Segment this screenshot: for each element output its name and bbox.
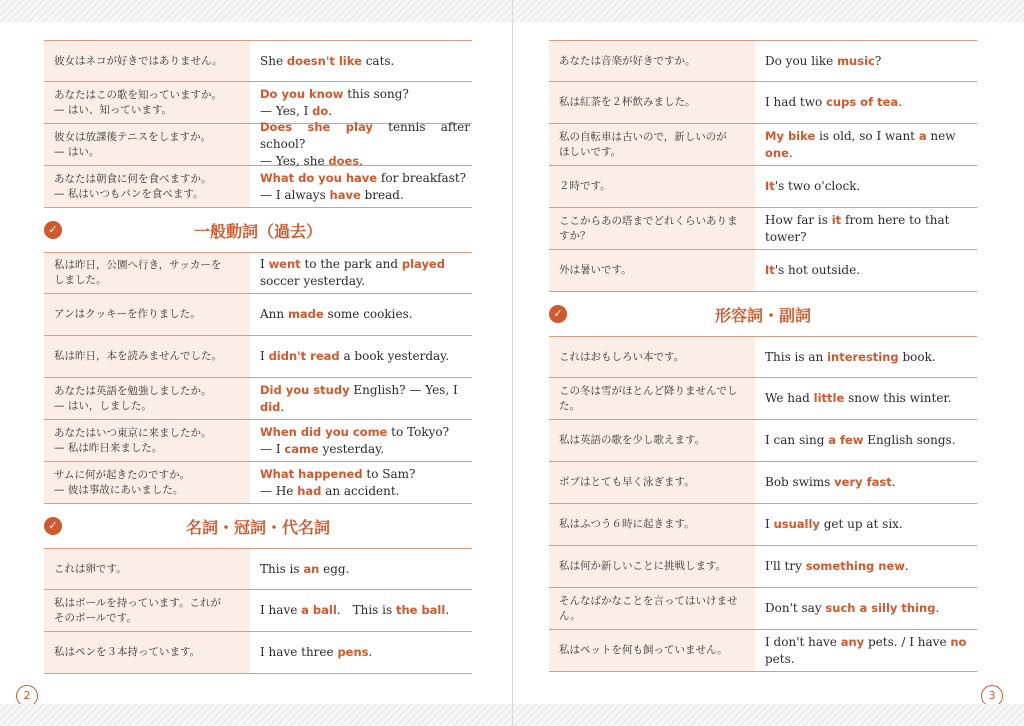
highlighted-phrase: do: [312, 103, 329, 118]
japanese-line: 私は昨日，公園へ行き，サッカーを: [54, 259, 222, 271]
english-line: [260, 644, 470, 661]
sentence-text: I: [765, 517, 774, 531]
table-row: [549, 378, 977, 420]
english-line: [260, 53, 470, 70]
highlighted-phrase: doesn't like: [286, 53, 362, 68]
sentence-text: — I: [260, 441, 285, 456]
table-row: [44, 166, 472, 208]
english-sentence: [250, 41, 472, 81]
japanese-line: 私は昨日，本を読みませんでした。: [54, 350, 222, 362]
english-line: [765, 651, 975, 668]
english-sentence: [755, 82, 977, 123]
left-column: [44, 40, 472, 674]
english-sentence: [755, 504, 977, 545]
japanese-line: 私はボールを持っています。これが: [54, 596, 221, 609]
table-row: [44, 462, 472, 504]
english-line: [765, 634, 975, 651]
japanese-line: — 私は昨日来ました。: [54, 441, 163, 454]
sentence-text: Do you like: [765, 53, 838, 68]
check-circle-icon: ✓: [44, 221, 62, 239]
english-line: [260, 382, 470, 399]
japanese-sentence: [549, 124, 755, 165]
japanese-sentence: [549, 462, 755, 503]
page-texture-bottom: [0, 704, 512, 726]
sentence-text: English songs.: [863, 433, 956, 447]
japanese-sentence: [549, 250, 755, 291]
table-present-verbs: [44, 40, 472, 208]
japanese-line: — はい、知っています。: [54, 103, 172, 116]
japanese-line: ほしいです。: [559, 145, 622, 158]
english-sentence: [755, 546, 977, 587]
english-line: [260, 103, 470, 120]
english-line: [260, 119, 470, 153]
sentence-text: .: [445, 603, 450, 617]
highlighted-phrase: it: [831, 212, 842, 227]
japanese-sentence: [44, 294, 250, 335]
english-sentence: [250, 462, 472, 503]
sentence-text: . This is: [336, 603, 396, 617]
japanese-sentence: [44, 82, 250, 123]
japanese-sentence: [549, 41, 755, 81]
check-circle-icon: ✓: [44, 517, 62, 535]
english-line: [260, 170, 470, 187]
sentence-text: is old, so I want: [815, 128, 919, 143]
sentence-text: Ann: [260, 307, 288, 321]
table-row: [44, 120, 472, 168]
japanese-line: — 彼は事故にあいました。: [54, 483, 184, 496]
english-sentence: [755, 630, 977, 671]
english-line: [765, 474, 975, 491]
japanese-sentence: [44, 166, 250, 207]
sentence-text: from here to that: [841, 212, 950, 227]
sentence-text: We had: [765, 391, 814, 405]
sentence-text: for breakfast?: [377, 170, 467, 185]
japanese-line: そのボールです。: [54, 611, 137, 624]
sentence-text: pets. / I have: [864, 634, 951, 649]
sentence-text: — Yes, I: [260, 103, 313, 118]
highlighted-phrase: interesting: [827, 349, 899, 364]
page-texture-top: [513, 0, 1024, 22]
japanese-sentence: [549, 588, 755, 629]
highlighted-phrase: made: [287, 307, 324, 321]
english-line: [260, 306, 470, 323]
japanese-line: — はい，しました。: [54, 399, 152, 412]
english-line: [260, 561, 470, 578]
table-row: [44, 294, 472, 336]
sentence-text: — He: [260, 483, 298, 498]
sentence-text: book.: [898, 349, 936, 364]
japanese-line: — はい。: [54, 145, 100, 158]
japanese-line: 私はペットを何も飼っていません。: [559, 644, 728, 656]
english-sentence: [250, 632, 472, 673]
table-row: [549, 82, 977, 124]
table-row: [549, 250, 977, 292]
sentence-text: .: [368, 645, 373, 659]
english-line: [765, 600, 975, 617]
english-line: [260, 466, 470, 483]
table-nouns: [44, 548, 472, 674]
english-line: [260, 273, 470, 290]
table-row: [549, 420, 977, 462]
japanese-line: アンはクッキーを作りました。: [54, 308, 201, 320]
english-sentence: [755, 250, 977, 291]
highlighted-phrase: have: [329, 187, 361, 202]
table-row: [44, 252, 472, 294]
japanese-line: この冬は雪がほとんど降りませんでし: [559, 384, 738, 397]
japanese-sentence: [44, 549, 250, 589]
english-line: [765, 145, 975, 162]
table-row: [549, 124, 977, 166]
japanese-line: サムに何が起きたのですか。: [54, 468, 190, 481]
sentence-text: to the park and: [300, 257, 402, 271]
english-line: [765, 516, 975, 533]
japanese-sentence: [44, 590, 250, 631]
highlighted-phrase: a: [918, 128, 927, 143]
highlighted-phrase: cups of tea: [826, 95, 899, 109]
sentence-text: I can sing: [765, 433, 829, 447]
highlighted-phrase: It: [765, 263, 775, 277]
english-sentence: [755, 462, 977, 503]
japanese-line: あなたは音楽が好きですか。: [559, 54, 696, 67]
sentence-text: bread.: [360, 187, 404, 202]
sentence-text: .: [359, 154, 363, 168]
page-number: 2: [16, 685, 38, 707]
highlighted-phrase: My bike: [765, 128, 816, 143]
japanese-line: これはおもしろい本です。: [559, 350, 685, 363]
page-number: 3: [981, 685, 1003, 707]
english-sentence: [755, 41, 977, 81]
table-row: [44, 590, 472, 632]
english-line: [260, 483, 470, 500]
japanese-line: 私の自転車は古いので，新しいのが: [559, 130, 727, 143]
japanese-line: そんなばかなことを言ってはいけませ: [559, 594, 738, 607]
table-row: [44, 82, 472, 124]
japanese-sentence: [549, 630, 755, 671]
english-line: [260, 86, 470, 103]
japanese-sentence: [549, 166, 755, 207]
highlighted-phrase: usually: [773, 517, 820, 531]
highlighted-phrase: Does she play: [260, 120, 373, 134]
sentence-text: English? — Yes, I: [349, 382, 458, 397]
sentence-text: .: [891, 475, 896, 489]
highlighted-phrase: pens: [337, 645, 369, 659]
section-heading-past-verbs: [44, 208, 472, 252]
sentence-text: this song?: [343, 86, 409, 101]
sentence-text: I don't have: [765, 634, 841, 649]
section-title: 名詞・冠詞・代名詞: [185, 517, 330, 537]
english-line: [765, 432, 975, 449]
english-sentence: [250, 166, 472, 207]
highlighted-phrase: It: [765, 179, 775, 193]
japanese-line: 私は紅茶を２杯飲みました。: [559, 96, 696, 108]
sentence-text: some cookies.: [323, 307, 413, 321]
english-sentence: [250, 549, 472, 589]
highlighted-phrase: went: [268, 257, 301, 271]
highlighted-phrase: music: [837, 53, 875, 68]
japanese-sentence: [549, 82, 755, 123]
japanese-sentence: [549, 378, 755, 419]
japanese-line: しました。: [54, 274, 107, 286]
highlighted-phrase: When did you come: [260, 424, 388, 439]
english-sentence: [755, 124, 977, 165]
english-line: [765, 558, 975, 575]
japanese-sentence: [549, 208, 755, 249]
sentence-text: tennis after school?: [260, 120, 470, 151]
sentence-text: to Sam?: [362, 466, 416, 481]
sentence-text: yesterday.: [318, 441, 385, 456]
english-sentence: [755, 208, 977, 249]
check-circle-icon: ✓: [549, 305, 567, 323]
english-line: [260, 424, 470, 441]
english-line: [765, 262, 975, 279]
english-sentence: [250, 82, 472, 123]
sentence-text: new: [926, 128, 956, 143]
japanese-sentence: [44, 462, 250, 503]
highlighted-phrase: a ball: [301, 603, 337, 617]
table-row: [44, 632, 472, 674]
sentence-text: I have three: [260, 645, 338, 659]
japanese-line: すか？: [559, 229, 591, 242]
english-line: [765, 94, 975, 111]
sentence-text: pets.: [765, 651, 795, 666]
japanese-line: ２時です。: [559, 180, 611, 192]
table-row: [44, 378, 472, 420]
table-row: [549, 588, 977, 630]
japanese-line: 彼女はネコが好きではありません。: [54, 54, 223, 67]
japanese-line: 私はふつう６時に起きます。: [559, 518, 695, 530]
japanese-sentence: [549, 546, 755, 587]
japanese-line: — 私はいつもパンを食べます。: [54, 187, 204, 200]
english-sentence: [250, 253, 472, 293]
highlighted-phrase: any: [840, 634, 865, 649]
japanese-line: 私は何か新しいことに挑戦します。: [559, 560, 727, 572]
sentence-text: She: [260, 53, 287, 68]
english-line: [765, 128, 975, 145]
english-line: [765, 53, 975, 70]
table-row: [549, 40, 977, 82]
sentence-text: This is an: [765, 349, 828, 364]
section-heading-nouns: [44, 504, 472, 548]
sentence-text: ?: [874, 53, 882, 68]
sentence-text: .: [898, 95, 902, 109]
english-sentence: [250, 336, 472, 377]
page-texture-top: [0, 0, 512, 22]
english-line: [260, 399, 470, 416]
highlighted-phrase: didn't read: [268, 349, 340, 363]
english-line: [260, 256, 470, 273]
highlighted-phrase: a few: [828, 433, 864, 447]
section-title: 形容詞・副詞: [714, 305, 811, 325]
english-line: [765, 349, 975, 366]
highlighted-phrase: one: [765, 145, 789, 160]
highlighted-phrase: the ball: [395, 603, 446, 617]
highlighted-phrase: Do you know: [260, 86, 344, 101]
japanese-line: 外は暑いです。: [559, 264, 632, 276]
english-sentence: [755, 166, 977, 207]
sentence-text: 's two o'clock.: [774, 179, 861, 193]
sentence-text: I had two: [765, 95, 827, 109]
highlighted-phrase: did: [260, 399, 281, 414]
sentence-text: — Yes, she: [260, 154, 329, 168]
highlighted-phrase: such a silly thing: [825, 601, 936, 615]
japanese-line: あなたは朝食に何を食べますか。: [54, 172, 212, 185]
english-line: [765, 212, 975, 229]
japanese-line: た。: [559, 399, 580, 412]
english-sentence: [250, 378, 472, 419]
sentence-text: an accident.: [321, 483, 400, 498]
highlighted-phrase: Did you study: [260, 382, 350, 397]
sentence-text: I: [260, 349, 269, 363]
section-title: 一般動詞（過去）: [193, 221, 322, 241]
english-line: [765, 229, 975, 246]
sentence-text: to Tokyo?: [387, 424, 450, 439]
english-sentence: [250, 294, 472, 335]
highlighted-phrase: very fast: [834, 475, 892, 489]
sentence-text: I have: [260, 603, 302, 617]
sentence-text: 's hot outside.: [774, 263, 861, 277]
japanese-sentence: [549, 504, 755, 545]
right-page: [512, 0, 1024, 726]
highlighted-phrase: What happened: [260, 466, 363, 481]
english-sentence: [755, 588, 977, 629]
highlighted-phrase: little: [813, 391, 845, 405]
table-row: [549, 208, 977, 250]
japanese-line: あなたはいつ東京に来ましたか。: [54, 426, 212, 439]
sentence-text: This is: [260, 561, 304, 576]
japanese-sentence: [44, 41, 250, 81]
table-row: [549, 546, 977, 588]
japanese-line: 彼女は放課後テニスをしますか。: [54, 130, 212, 143]
sentence-text: I'll try: [765, 559, 806, 573]
table-row: [549, 504, 977, 546]
table-row: [44, 40, 472, 82]
japanese-sentence: [549, 337, 755, 377]
sentence-text: .: [280, 399, 285, 414]
japanese-sentence: [44, 253, 250, 293]
table-row: [44, 336, 472, 378]
english-sentence: [250, 420, 472, 461]
english-sentence: [755, 337, 977, 377]
table-row: [549, 462, 977, 504]
japanese-line: これは卵です。: [54, 562, 127, 575]
sentence-text: a book yesterday.: [339, 349, 450, 363]
japanese-sentence: [44, 420, 250, 461]
sentence-text: How far is: [765, 212, 832, 227]
highlighted-phrase: an: [303, 561, 320, 576]
sentence-text: — I always: [260, 187, 330, 202]
highlighted-phrase: does: [328, 154, 360, 168]
sentence-text: .: [328, 103, 333, 118]
sentence-text: Bob swims: [765, 475, 835, 489]
english-sentence: [755, 378, 977, 419]
sentence-text: snow this winter.: [844, 391, 952, 405]
highlighted-phrase: something new: [805, 559, 905, 573]
english-line: [260, 441, 470, 458]
japanese-sentence: [44, 124, 250, 165]
sentence-text: egg.: [319, 561, 350, 576]
english-line: [765, 178, 975, 195]
sentence-text: .: [904, 559, 909, 573]
english-line: [260, 602, 470, 619]
table-past-verbs: [44, 252, 472, 504]
japanese-line: あなたはこの歌を知っていますか。: [54, 88, 222, 101]
sentence-text: .: [788, 145, 793, 160]
highlighted-phrase: no: [950, 634, 967, 649]
japanese-line: 私は英語の歌を少し歌えます。: [559, 434, 706, 446]
english-line: [765, 390, 975, 407]
table-nouns-continued: [549, 40, 977, 292]
table-row: [549, 630, 977, 672]
table-row: [44, 548, 472, 590]
table-adjectives: [549, 336, 977, 672]
table-row: [549, 166, 977, 208]
section-heading-adjectives: [549, 292, 977, 336]
sentence-text: .: [935, 601, 940, 615]
japanese-sentence: [44, 336, 250, 377]
japanese-line: 私はペンを３本持っています。: [54, 646, 201, 658]
english-line: [260, 348, 470, 365]
japanese-sentence: [44, 632, 250, 673]
right-column: [549, 40, 977, 672]
highlighted-phrase: What do you have: [260, 170, 378, 185]
sentence-text: cats.: [361, 53, 395, 68]
table-row: [44, 420, 472, 462]
japanese-line: ここからあの塔までどれくらいありま: [559, 214, 738, 227]
english-sentence: [250, 590, 472, 631]
english-sentence: [755, 420, 977, 461]
highlighted-phrase: had: [297, 483, 322, 498]
japanese-line: ボブはとても早く泳ぎます。: [559, 476, 695, 488]
english-sentence: [250, 120, 472, 168]
japanese-line: あなたは英語を勉強しましたか。: [54, 384, 212, 397]
english-line: [260, 187, 470, 204]
sentence-text: I: [260, 257, 269, 271]
sentence-text: get up at six.: [819, 517, 903, 531]
japanese-sentence: [44, 378, 250, 419]
sentence-text: Don't say: [765, 601, 826, 615]
highlighted-phrase: came: [284, 441, 319, 456]
sentence-text: soccer yesterday.: [260, 274, 366, 288]
page-texture-bottom: [513, 704, 1024, 726]
japanese-line: ん。: [559, 609, 581, 622]
sentence-text: tower?: [765, 229, 807, 244]
japanese-sentence: [549, 420, 755, 461]
table-row: [549, 336, 977, 378]
highlighted-phrase: played: [401, 257, 445, 271]
